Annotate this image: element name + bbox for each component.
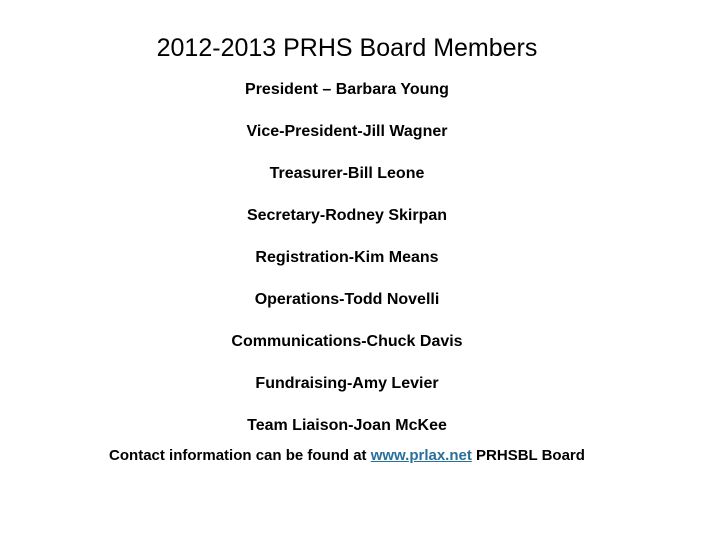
member-vice-president: Vice-President-Jill Wagner xyxy=(246,123,448,140)
contact-prefix: Contact information can be found at xyxy=(109,447,367,464)
member-operations: Operations-Todd Novelli xyxy=(254,291,440,308)
member-fundraising: Fundraising-Amy Levier xyxy=(255,375,439,392)
member-team-liaison: Team Liaison-Joan McKee xyxy=(247,417,447,434)
member-secretary: Secretary-Rodney Skirpan xyxy=(246,207,448,224)
contact-suffix: PRHSBL Board xyxy=(476,447,585,464)
member-treasurer: Treasurer-Bill Leone xyxy=(269,165,425,182)
member-registration: Registration-Kim Means xyxy=(255,249,439,266)
board-member-list xyxy=(0,76,694,454)
member-president: President – Barbara Young xyxy=(245,81,449,98)
page-title: 2012-2013 PRHS Board Members xyxy=(156,34,538,62)
website-link[interactable]: www.prlax.net xyxy=(370,447,472,464)
member-communications: Communications-Chuck Davis xyxy=(231,333,463,350)
contact-line xyxy=(0,444,694,468)
